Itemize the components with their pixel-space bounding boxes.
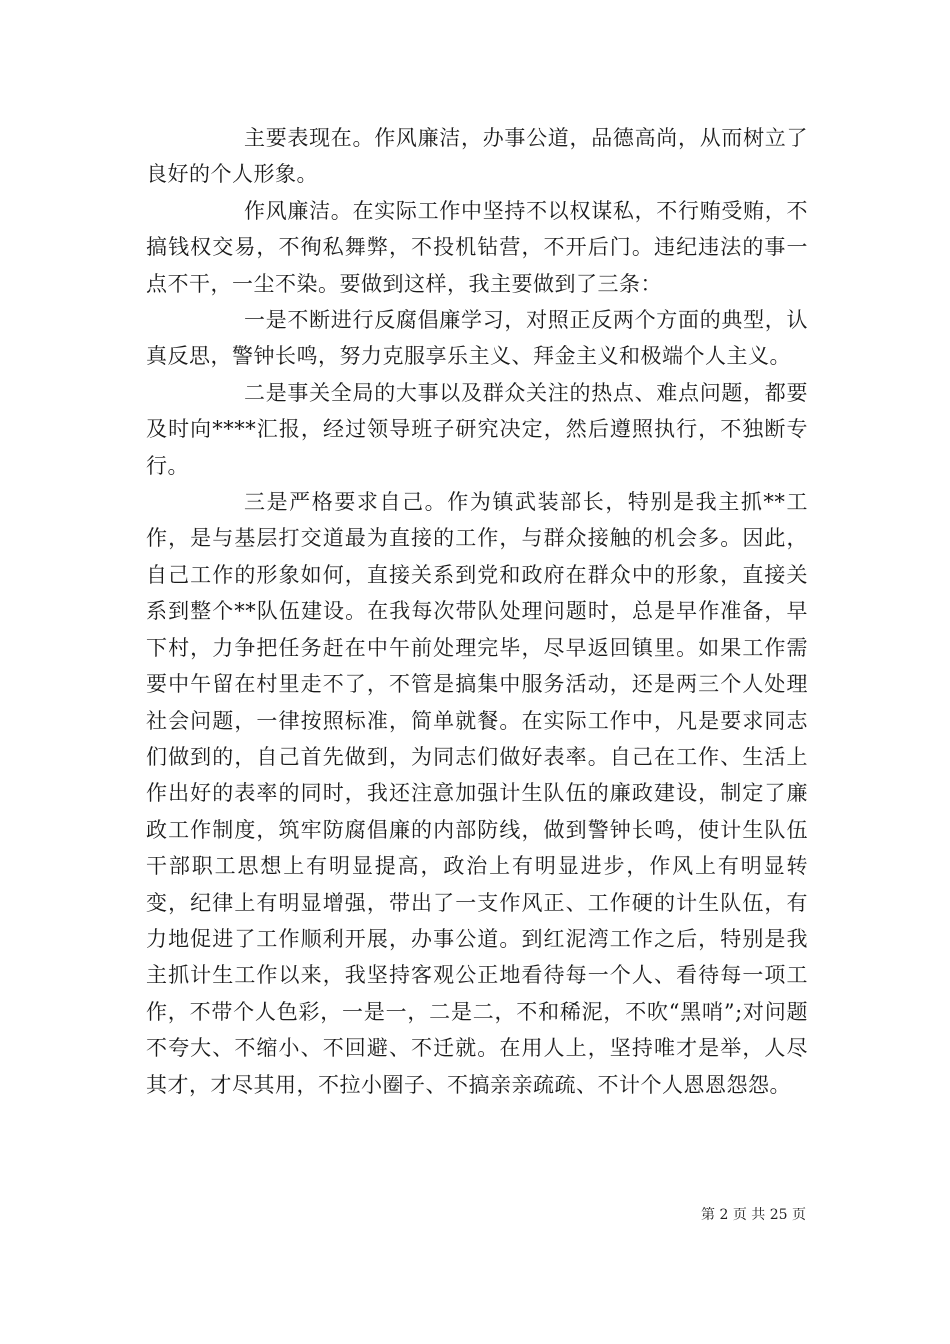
paragraph-4: 二是事关全局的大事以及群众关注的热点、难点问题，都要及时向****汇报，经过领导班子研究决定，然后遵照执行，不独断专行。: [146, 380, 808, 478]
paragraph-3: 一是不断进行反腐倡廉学习，对照正反两个方面的典型，认真反思，警钟长鸣，努力克服享乐主义、拜金主义和极端个人主义。: [146, 308, 808, 369]
page-number-footer: 第 2 页 共 25 页: [701, 1207, 806, 1223]
document-body: [146, 120, 808, 1103]
paragraph-2: 作风廉洁。在实际工作中坚持不以权谋私，不行贿受贿，不搞钱权交易，不徇私舞弊，不投机钻营，不开后门。违纪违法的事一点不干，一尘不染。要做到这样，我主要做到了三条：: [146, 198, 808, 296]
paragraph-5: 三是严格要求自己。作为镇武装部长，特别是我主抓**工作，是与基层打交道最为直接的工作，与群众接触的机会多。因此，自己工作的形象如何，直接关系到党和政府在群众中的形象，直接关系到整个**队伍建设。在我每次带队处理问题时，总是早作准备，早下村，力争把任务赶在中午前处理完毕，尽早返回镇里。如果工作需要中午留在村里走不了，不管是搞集中服务活动，还是两三个人处理社会问题，一律按照标准，简单就餐。在实际工作中，凡是要求同志们做到的，自己首先做到，为同志们做好表率。自己在工作、生活上作出好的表率的同时，我还注意加强计生队伍的廉政建设，制定了廉政工作制度，筑牢防腐倡廉的内部防线，做到警钟长鸣，使计生队伍干部职工思想上有明显提高，政治上有明显进步，作风上有明显转变，纪律上有明显增强，带出了一支作风正、工作硬的计生队伍，有力地促进了工作顺利开展，办事公道。到红泥湾工作之后，特别是我主抓计生工作以来，我坚持客观公正地看待每一个人、看待每一项工作，不带个人色彩，一是一，二是二，不和稀泥，不吹“黑哨”;对问题不夸大、不缩小、不回避、不迁就。在用人上，坚持唯才是举，人尽其才，才尽其用，不拉小圈子、不搞亲亲疏疏、不计个人恩恩怨怨。: [146, 490, 808, 1097]
paragraph-1: 主要表现在。作风廉洁，办事公道，品德高尚，从而树立了良好的个人形象。: [146, 126, 808, 187]
